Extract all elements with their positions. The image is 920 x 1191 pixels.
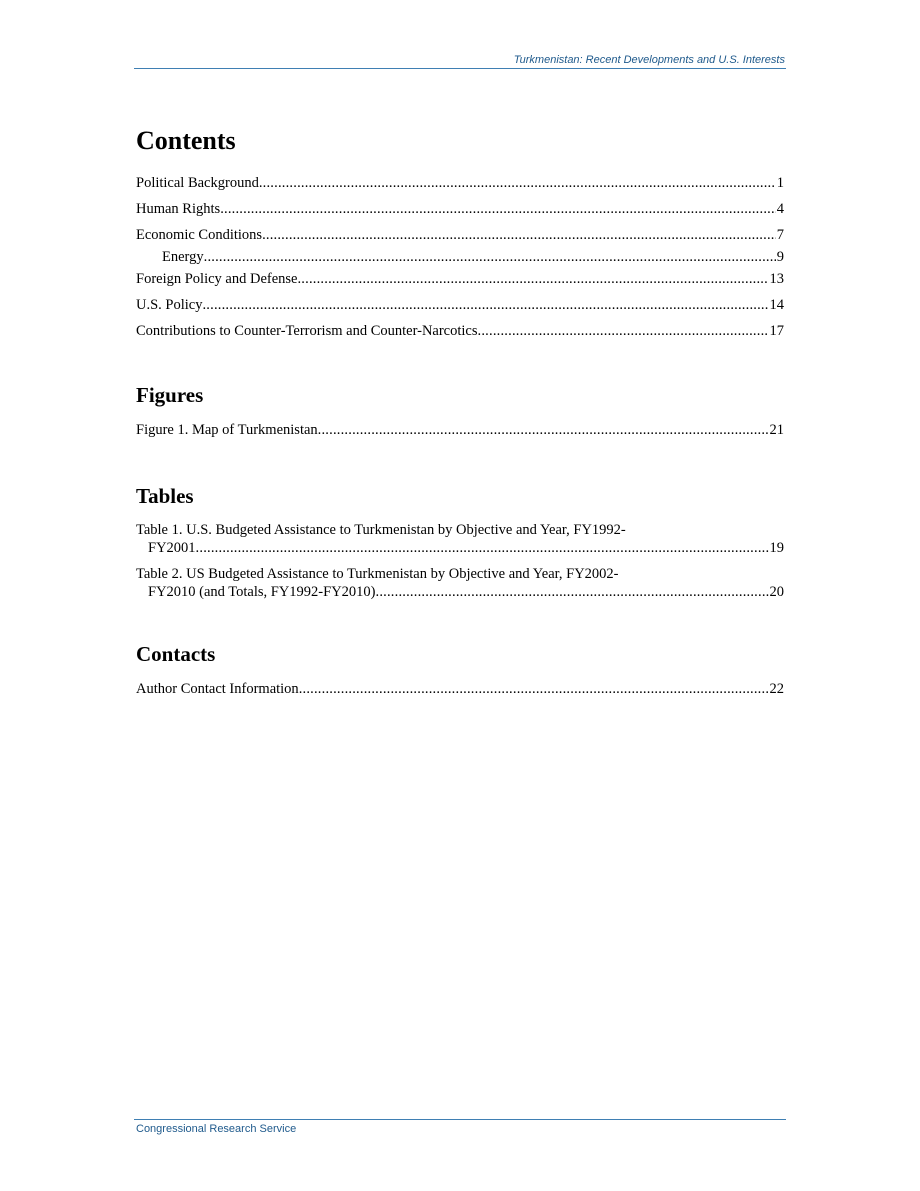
figures-list <box>136 421 784 439</box>
toc-entry-label: Energy <box>162 249 204 265</box>
running-header-title: Turkmenistan: Recent Developments and U.S. Interests <box>513 54 785 66</box>
toc-entry-economic-conditions[interactable] <box>136 226 784 244</box>
figures-heading: Figures <box>136 383 204 407</box>
dot-leader <box>478 322 769 340</box>
toc-page-number: 13 <box>769 271 784 287</box>
dot-leader <box>259 174 776 192</box>
toc-entry-political-background[interactable] <box>136 174 784 192</box>
toc-page-number: 14 <box>769 297 784 313</box>
toc-entry-label-continuation: FY2001 <box>148 540 196 556</box>
toc-page-number: 4 <box>776 201 784 217</box>
toc-page-number: 20 <box>769 584 784 600</box>
dot-leader <box>262 226 776 244</box>
toc-entry-label: Human Rights <box>136 201 221 217</box>
toc-entry-label: Author Contact Information <box>136 681 299 697</box>
dot-leader <box>196 539 769 557</box>
table-of-contents <box>136 122 784 698</box>
dot-leader <box>204 248 776 266</box>
toc-entry-figure-1[interactable] <box>136 421 784 439</box>
contacts-heading: Contacts <box>136 642 216 666</box>
toc-page-number: 7 <box>776 227 784 243</box>
dot-leader <box>297 270 768 288</box>
toc-entry-label: Table 2. US Budgeted Assistance to Turkmenistan by Objective and Year, FY2002- <box>136 566 619 582</box>
toc-entry-label: Economic Conditions <box>136 227 263 243</box>
toc-entry-continuation <box>136 583 784 601</box>
contents-list <box>136 174 784 340</box>
toc-entry-table-1[interactable] <box>136 521 784 557</box>
toc-page-number: 19 <box>769 540 784 556</box>
toc-entry-human-rights[interactable] <box>136 200 784 218</box>
dot-leader <box>299 680 769 698</box>
toc-entry-energy[interactable] <box>136 248 784 266</box>
toc-entry-continuation <box>136 539 784 557</box>
toc-page-number: 21 <box>769 422 784 438</box>
header-divider <box>134 68 786 69</box>
toc-entry-label: Table 1. U.S. Budgeted Assistance to Turkmenistan by Objective and Year, FY1992- <box>136 522 626 538</box>
toc-entry-label: Foreign Policy and Defense <box>136 271 298 287</box>
toc-entry-author-contact[interactable] <box>136 680 784 698</box>
footer-organization: Congressional Research Service <box>136 1123 297 1135</box>
contents-heading: Contents <box>136 126 236 155</box>
tables-list <box>136 521 784 601</box>
tables-heading: Tables <box>136 484 194 508</box>
contacts-list <box>136 680 784 698</box>
toc-entry-label: Political Background <box>136 175 259 191</box>
toc-entry-us-policy[interactable] <box>136 296 784 314</box>
toc-entry-label: Figure 1. Map of Turkmenistan <box>136 422 318 438</box>
toc-page-number: 1 <box>776 175 784 191</box>
toc-entry-foreign-policy-and-defense[interactable] <box>136 270 784 288</box>
dot-leader <box>202 296 768 314</box>
toc-entry-label-continuation: FY2010 (and Totals, FY1992-FY2010) <box>148 584 376 600</box>
toc-entry-label: U.S. Policy <box>136 297 203 313</box>
dot-leader <box>318 421 769 439</box>
toc-entry-counter-terrorism-narcotics[interactable] <box>136 322 784 340</box>
footer-divider <box>134 1119 786 1120</box>
dot-leader <box>376 583 769 601</box>
toc-page-number: 22 <box>769 681 784 697</box>
dot-leader <box>220 200 776 218</box>
toc-page-number: 17 <box>769 323 784 339</box>
toc-entry-table-2[interactable] <box>136 565 784 601</box>
toc-entry-label: Contributions to Counter-Terrorism and Counter-Narcotics <box>136 323 478 339</box>
toc-page-number: 9 <box>776 249 784 265</box>
